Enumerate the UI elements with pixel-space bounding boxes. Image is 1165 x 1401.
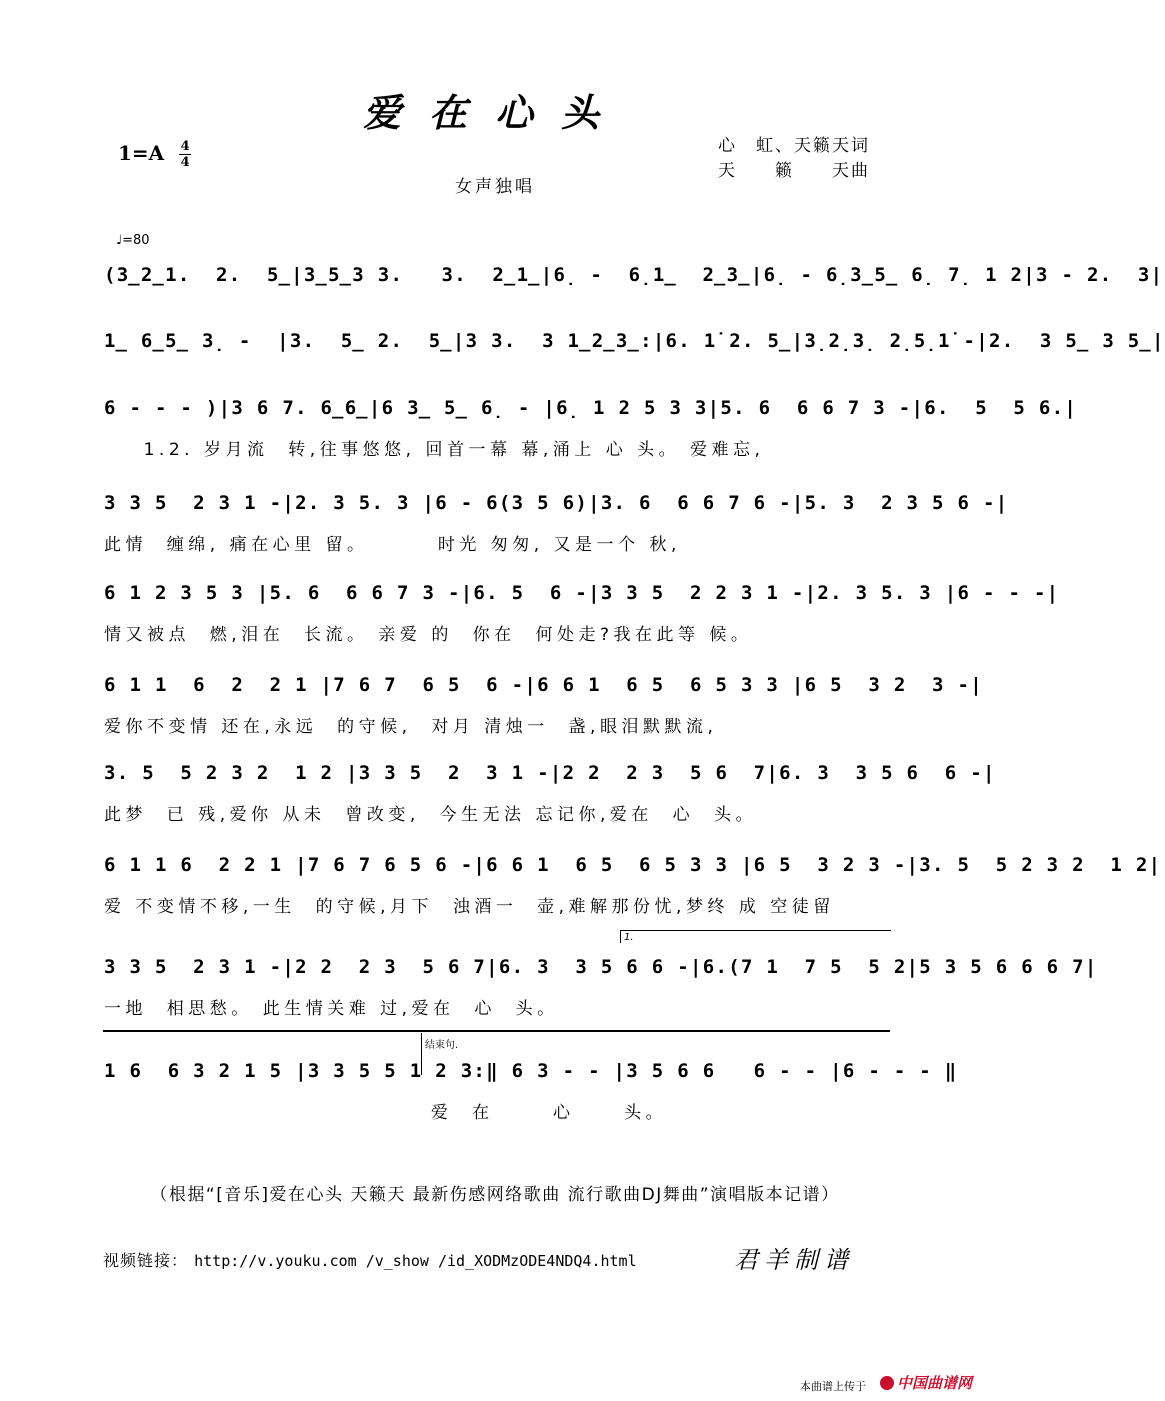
staff-notes: 6 1 1 6 2 2 1 |7 6 7 6 5 6 -|6 6 1 6 5 6 5 3 3 |6 5 3 2 3 -|3. 5 5 2 3 2 1 2| <box>104 854 1162 876</box>
staff-notes: 3 3 5 2 3 1 -|2. 3 5. 3 |6 - 6(3 5 6)|3. 6 6 6 7 6 -|5. 3 2 3 5 6 -| <box>104 492 1009 514</box>
staff-system-7 <box>104 760 996 825</box>
staff-system-9 <box>104 954 1098 1019</box>
staff-notes: 6 1 1 6 2 2 1 |7 6 7 6 5 6 -|6 6 1 6 5 6 5 3 3 |6 5 3 2 3 -| <box>104 674 983 696</box>
staff-lyric: 此情 缠绵, 痛在心里 留。 时光 匆匆, 又是一个 秋, <box>104 535 681 555</box>
staff-system-3 <box>104 395 1078 460</box>
staff-notes: (3̲2̲1. 2. 5̲|3̲5̲3 3. 3. 2̲1̲|6̣ - 6̣1̲ 2̲3̲|6̣ - 6̣3̲5̲ 6̣ 7̣ 1 2|3 - 2. 3| <box>104 264 1164 286</box>
song-title: 爱在心头 <box>362 90 627 135</box>
video-label: 视频链接： <box>103 1251 189 1270</box>
credits <box>718 134 870 184</box>
ending-label: 结束句. <box>425 1040 459 1051</box>
key-label: 1=A <box>118 141 165 165</box>
time-signature-bottom: 4 <box>180 155 190 170</box>
staff-system-2 <box>104 328 1165 386</box>
staff-notes: 3. 5 5 2 3 2 1 2 |3 3 5 2 3 1 -|2 2 2 3 5 6 7|6. 3 3 5 6 6 -| <box>104 762 996 784</box>
time-signature <box>179 140 191 169</box>
staff-notes: 3 3 5 2 3 1 -|2 2 2 3 5 6 7|6. 3 3 5 6 6 -|6.(7 1 7 5 5 2|5 3 5 6 6 6 7| <box>104 956 1098 978</box>
time-signature-top: 4 <box>180 139 190 154</box>
staff-system-6 <box>104 672 983 737</box>
staff-notes: 1̲ 6̲5̲ 3̣ - |3. 5̲ 2. 5̲|3 3. 3 1̲2̲3̲:|6. 1̇ 2. 5̲|3̣2̣3̣ 2̣5̣1̇ -|2. 3 5̲ 3 5̲| <box>104 330 1165 352</box>
key-signature <box>118 140 191 169</box>
staff-lyric: 爱 不变情不移,一生 的守候,月下 浊酒一 壶,难解那份忧,梦终 成 空徒留 <box>104 897 835 917</box>
composer-credit: 天 籁 天曲 <box>718 161 870 181</box>
staff-system-8 <box>104 852 1162 917</box>
upload-note: 本曲谱上传于 <box>800 1380 866 1393</box>
staff-lyric: 爱 在 心 头。 <box>104 1103 668 1123</box>
staff-system-1 <box>104 262 1164 320</box>
lyricist-credit: 心 虹、天籁天词 <box>718 136 870 156</box>
site-brand[interactable] <box>880 1372 972 1393</box>
tempo-marking: ♩=80 <box>116 233 150 248</box>
section-rule <box>103 1030 890 1032</box>
staff-notes: 6 - - - )|3 6 7. 6̲6̲|6 3̲ 5̲ 6̣ - |6̣ 1 2 5 3 3|5. 6 6 6 7 3 -|6. 5 5 6.| <box>104 397 1078 419</box>
site-logo-icon <box>880 1376 894 1390</box>
staff-system-10 <box>104 1058 958 1123</box>
staff-notes: 6 1 2 3 5 3 |5. 6 6 6 7 3 -|6. 5 6 -|3 3 5 2 2 3 1 -|2. 3 5. 3 |6 - - -| <box>104 582 1060 604</box>
volta-label: 1. <box>624 932 634 943</box>
video-link <box>103 1248 637 1271</box>
video-url[interactable]: http://v.youku.com /v_show /id_XODMzODE4NDQ4.html <box>194 1252 637 1270</box>
staff-system-5 <box>104 580 1060 645</box>
source-note: （根据“[音乐]爱在心头 天籁天 最新伤感网络歌曲 流行歌曲DJ舞曲”演唱版本记谱） <box>150 1185 840 1205</box>
staff-lyric: 此梦 已 残,爱你 从未 曾改变, 今生无法 忘记你,爱在 心 头。 <box>104 805 757 825</box>
staff-lyric: 情又被点 燃,泪在 长流。 亲爱 的 你在 何处走?我在此等 候。 <box>104 625 753 645</box>
staff-notes: 1 6 6 3 2 1 5 |3 3 5 5 1 2 3:‖ 6 3 - - |3 5 6 6 6 - - |6 - - - ‖ <box>104 1060 958 1082</box>
staff-lyric: 爱你不变情 还在,永远 的守候, 对月 清烛一 盏,眼泪默默流, <box>104 717 718 737</box>
staff-lyric: 一地 相思愁。 此生情关难 过,爱在 心 头。 <box>104 999 559 1019</box>
arranger-signature: 君羊制谱 <box>734 1246 854 1274</box>
volta-bracket <box>620 930 891 943</box>
staff-system-4 <box>104 490 1009 555</box>
staff-lyric: 1.2. 岁月流 转,往事悠悠, 回首一幕 幕,涌上 心 头。 爱难忘, <box>104 440 765 460</box>
performer: 女声独唱 <box>455 177 535 197</box>
site-brand-name: 中国曲谱网 <box>897 1374 973 1392</box>
